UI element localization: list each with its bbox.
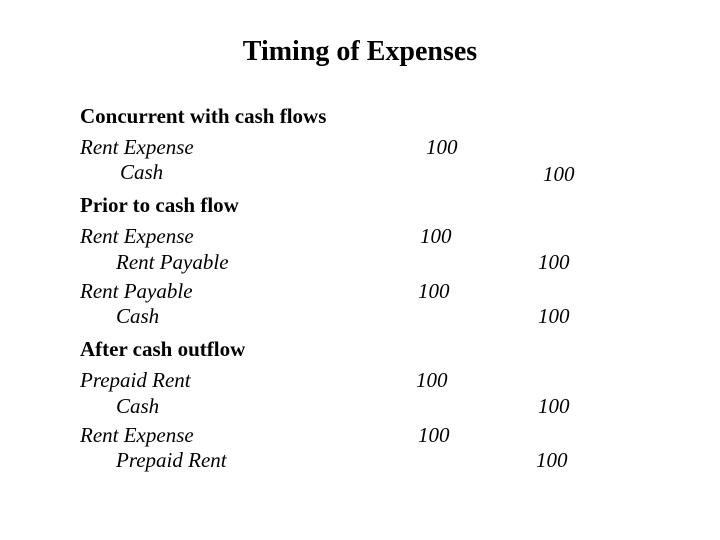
section-heading-prior: Prior to cash flow [80,193,239,217]
credit-amount: 100 [538,250,570,274]
credit-amount: 100 [538,304,570,328]
entry-account: Rent Expense [80,224,194,248]
debit-amount: 100 [426,135,458,159]
debit-amount: 100 [418,423,450,447]
section-heading-after: After cash outflow [80,337,246,361]
entry-account: Cash [116,394,160,418]
entry-account: Rent Payable [116,250,229,274]
debit-amount: 100 [418,279,450,303]
entry-account: Prepaid Rent [116,448,227,472]
entry-account: Rent Payable [80,279,193,303]
entry-account: Prepaid Rent [80,368,191,392]
debit-amount: 100 [420,224,452,248]
section-heading-concurrent: Concurrent with cash flows [80,104,327,128]
debit-amount: 100 [416,368,448,392]
credit-amount: 100 [536,448,568,472]
entry-account: Rent Expense [80,135,194,159]
slide-title: Timing of Expenses [242,36,478,67]
credit-amount: 100 [543,162,575,186]
entry-account: Cash [120,160,164,184]
entry-account: Cash [116,304,160,328]
entry-account: Rent Expense [80,423,194,447]
credit-amount: 100 [538,394,570,418]
